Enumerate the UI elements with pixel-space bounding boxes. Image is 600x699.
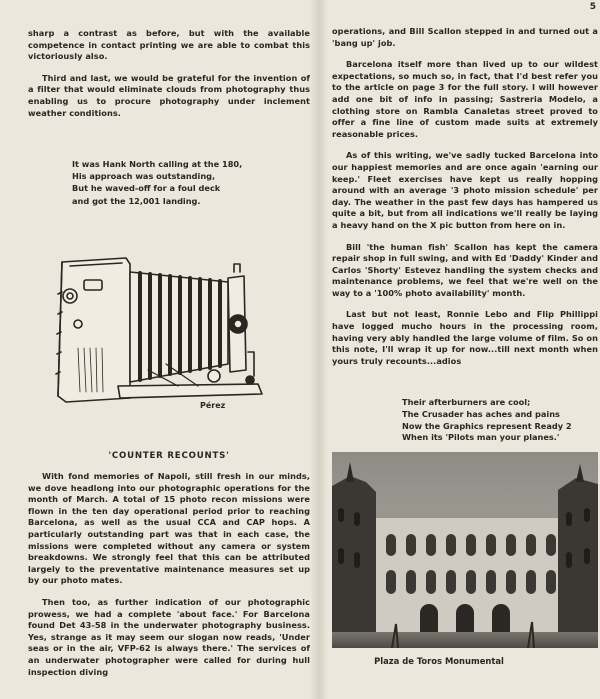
paragraph: With fond memories of Napoli, still fresh in our minds, we dove headlong into our photographic operations for the month of March. A total of 15 photo recon missions were flown in the ten day operational period prior to reaching Barcelona, as well as the usual CCA and CAP hops. A particularly outstanding part was that in each case, the missions were completed without any camera or system breakdowns. We strongly feel that this can be attributed largely to the preventative maintenance measures set up by our photo mates. (28, 471, 310, 586)
poem-hank-north (72, 158, 292, 207)
poem-line: But he waved-off for a foul deck (72, 183, 221, 194)
paragraph: Third and last, we would be grateful for the invention of a filter that would eliminate clouds from photography thus enabling us to procure photography under inclement weather conditions. (28, 72, 310, 118)
paragraph: Barcelona itself more than lived up to our wildest expectations, so much so, in fact, that I'd best refer you to the article on page 3 for the full story. I will however add one bit of info in passing; Sastreria Modelo, a clothing store on Rambla Canaletas street proved to offer a fine line of custom made suits at extremely reasonable prices. (332, 59, 598, 139)
poem-line: Now the Graphics represent Ready 2 (402, 420, 572, 431)
right-column (332, 26, 598, 377)
poem-line: It was Hank North calling at the 180, (72, 159, 243, 169)
bullring-building-icon (332, 452, 598, 648)
camera-illustration (48, 252, 270, 412)
left-column-top (28, 28, 310, 129)
bullring-photo (332, 452, 598, 648)
poem-line: The Crusader has aches and pains (402, 408, 560, 419)
poem-line: When its 'Pilots man your planes.' (402, 432, 560, 443)
paragraph: Bill 'the human fish' Scallon has kept the camera repair shop in full swing, and with Ed 'Daddy' Kinder and Carlos 'Shorty' Estevez handling the system checks and maintenance problems, we feel that we're well on the way to a '100% photo availability' month. (332, 241, 598, 298)
paragraph: Last but not least, Ronnie Lebo and Flip Phillippi have logged mucho hours in the processing room, having very ably handled the large volume of film. So on this note, I'll wrap it up for now...till next month when yours truly recounts...adios (332, 309, 598, 366)
paragraph: Then too, as further indication of our photographic prowess, we had a complete 'about face.' For Barcelona found Det 43-58 in the underwater photography business. Yes, strange as it may seem our slogan now reads, 'Under seas or in the air, VFP-62 is always there.' The services of an underwater photographer were called for during hull inspection diving (28, 596, 310, 677)
poem-line: His approach was outstanding, (72, 171, 216, 182)
paragraph: sharp a contrast as before, but with the available competence in contact printing we are able to combat this victoriously also. (28, 28, 310, 62)
paragraph: As of this writing, we've sadly tucked Barcelona into our happiest memories and are once again 'earning our keep.' Fleet exercises have kept us really hopping around with an average '3 photo mission schedule' per day. The weather in the past few days has hampered us quite a bit, but from all indications we'll really be laying a heavy hand on the X pic button from here on in. (332, 150, 598, 230)
left-column-bottom (28, 471, 310, 688)
poem-crusader (402, 397, 598, 444)
illustration-signature: Pérez (200, 401, 226, 410)
paragraph: operations, and Bill Scallon stepped in and turned out a 'bang up' job. (332, 26, 598, 48)
page-number: 5 (589, 2, 596, 12)
section-heading: 'COUNTER RECOUNTS' (108, 451, 230, 461)
poem-line: and got the 12,001 landing. (72, 195, 201, 206)
camera-sketch-icon (48, 252, 270, 412)
photo-caption: Plaza de Toros Monumental (374, 656, 504, 666)
poem-line: Their afterburners are cool; (402, 397, 531, 407)
